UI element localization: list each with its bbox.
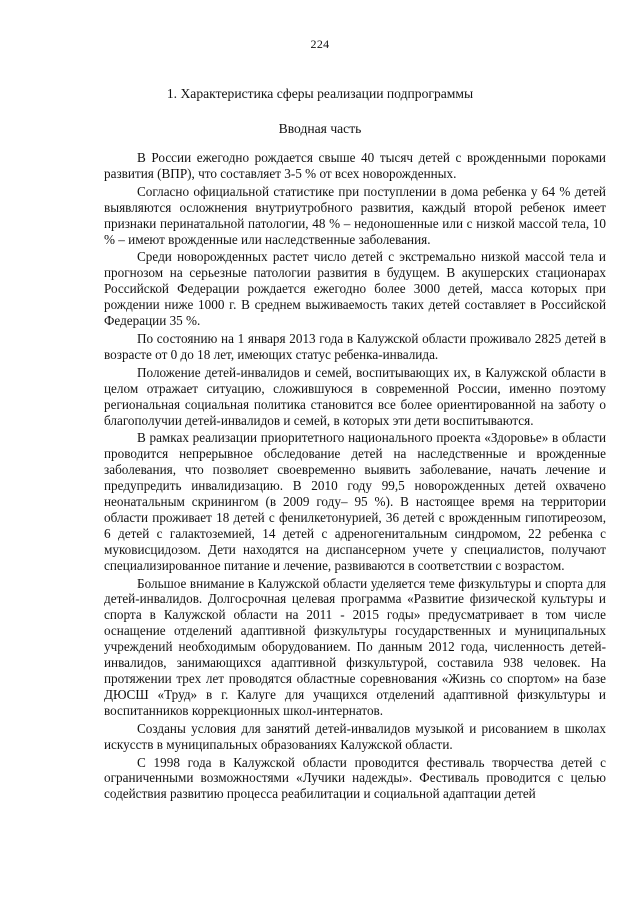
section-title: 1. Характеристика сферы реализации подпрограммы bbox=[166, 86, 474, 101]
subsection-title: Вводная часть bbox=[278, 121, 362, 136]
paragraph: По состоянию на 1 января 2013 года в Калужской области проживало 2825 детей в возрасте от 0 до 18 лет, имеющих статус ребенка-инвалида. bbox=[104, 330, 606, 362]
paragraph: В России ежегодно рождается свыше 40 тысяч детей с врожденными пороками развития (ВПР), что составляет 3-5 % от всех новорожденных. bbox=[104, 150, 606, 181]
page-number: 224 bbox=[310, 37, 330, 51]
paragraph: Созданы условия для занятий детей-инвалидов музыкой и рисованием в школах искусств в муниципальных образованиях Калужской области. bbox=[104, 720, 606, 752]
paragraph: В рамках реализации приоритетного национального проекта «Здоровье» в области проводится непрерывное обследование детей на наследственные и врожденные заболевания, что позволяет своевременно выявить заболевание, начать лечение и предупредить инвалидизацию. В 2010 году 99,5 новорожденных детей охвачено неонатальным скринингом (в 2009 году– 95 %). В настоящее время на территории области проживает 18 детей с фенилкетонурией, 36 детей с врожденным гипотиреозом, 6 детей с галактоземией, 14 детей с адреногенитальным синдромом, 22 ребенка с муковисцидозом. Дети находятся на диспансерном учете у специалистов, получают специализированное питание и лечение, развиваются в соответствии с возрастом. bbox=[104, 430, 606, 573]
paragraph: Среди новорожденных растет число детей с экстремально низкой массой тела и прогнозом на серьезные патологии развития в будущем. В акушерских стационарах Российской Федерации рождается ежегодно более 3000 детей, масса которых при рождении ниже 1000 г. В среднем выживаемость таких детей составляет в Российской Федерации 35 %. bbox=[104, 249, 606, 329]
body-text bbox=[104, 150, 606, 804]
paragraph: Согласно официальной статистике при поступлении в дома ребенка у 64 % детей выявляются осложнения внутриутробного развития, каждый второй ребенок имеет признаки перинатальной патологии, 48 % – недоношенные или с низкой массой тела, 10 % – имеют врожденные или наследственные заболевания. bbox=[104, 183, 606, 247]
paragraph: С 1998 года в Калужской области проводится фестиваль творчества детей с ограниченными возможностями «Лучики надежды». Фестиваль проводится с целью содействия развитию процесса реабилитации и социальной адаптации детей bbox=[104, 754, 606, 802]
paragraph: Положение детей-инвалидов и семей, воспитывающих их, в Калужской области в целом отражает ситуацию, сложившуюся в современной России, именно поэтому региональная социальная политика становится все более ориентированной на заботу о благополучии детей-инвалидов и семей, в которых эти дети воспитываются. bbox=[104, 364, 606, 428]
paragraph: Большое внимание в Калужской области уделяется теме физкультуры и спорта для детей-инвалидов. Долгосрочная целевая программа «Развитие физической культуры и спорта в Калужской области на 2011 - 2015 годы» предусматривает в том числе оснащение отделений адаптивной физкультуры государственных и муниципальных учреждений необходимым оборудованием. По данным 2012 года, численность детей-инвалидов, занимающихся адаптивной физкультурой, составила 938 человек. На протяжении трех лет проводятся областные соревнования «Жизнь со спортом» на базе ДЮСШ «Труд» в г. Калуге для учащихся отделений адаптивной физкультуры и воспитанников коррекционных школ-интернатов. bbox=[104, 575, 606, 718]
